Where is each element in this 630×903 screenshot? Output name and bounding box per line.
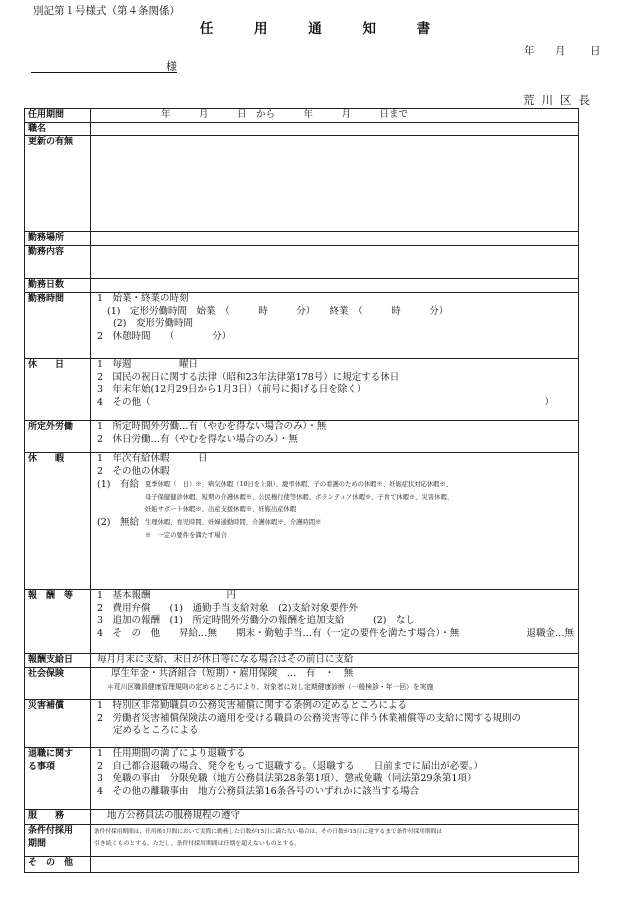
row-position: 職名 <box>25 122 579 136</box>
date-month: 月 <box>555 45 566 57</box>
row-duties: 勤務内容 <box>25 246 579 279</box>
issuer: 荒川区長 <box>523 93 597 107</box>
appointment-form-table <box>24 108 579 873</box>
row-service: 服 務 地方公務員法の服務規程の遵守 <box>25 810 579 825</box>
row-retire: 退職に関す る事項 1 任用期間の満了により退職する 2 自己都合退職の場合、発令をもって退職する。（退職する 日前までに届出が必要。） 3 免職の事由 分限免職（地方公務員法第28条第1項）、懲戒免職（同法第29条第1項） 4 その他の離職事由 地方公務員法第16条各号のいずれかに該当する場合 <box>25 748 579 810</box>
date-day: 日 <box>590 45 601 57</box>
form-number: 別記第１号様式（第４条関係） <box>33 5 180 17</box>
row-days: 勤務日数 <box>25 279 579 293</box>
addressee-line <box>31 58 177 73</box>
row-period: 任用期間 年 月 日 から 年 月 日まで <box>25 109 579 123</box>
date-year: 年 <box>524 45 535 57</box>
row-other: そ の 他 <box>25 857 579 873</box>
row-disaster: 災害補償 1 特別区非常勤職員の公務災害補償に関する条例の定めるところによる 2 労働者災害補償保険法の適用を受ける職員の公務災害等に伴う休業補償等の支給に関する規則の 定めるところによる <box>25 700 579 748</box>
row-pay: 報 酬 等 1 基本報酬 円 2 費用弁償 (1) 通勤手当支給対象 (2)支給対象要件外 3 追加の報酬 (1) 所定時間外労働分の報酬を追加支給 (2) なし 4 そ の 他 昇給…無 期末・勤勉手当…有（一定の要件を満たす場合）・無 退職金…無 <box>25 590 579 654</box>
row-insurance: 社会保険 厚生年金・共済組合（短期）・雇用保険 … 有 ・ 無 ＊荒川区職員健康管理規則の定めるところにより、対象者に対し定期健康診断（一般検診・年一回）を実施 <box>25 668 579 700</box>
row-payday: 報酬支給日 毎月月末に支給、末日が休日等になる場合はその前日に支給 <box>25 654 579 668</box>
document-title: 任 用 通 知 書 <box>199 21 431 37</box>
row-renewal: 更新の有無 <box>25 136 579 232</box>
addressee-suffix: 様 <box>166 60 177 73</box>
row-probation: 条件付採用 期間 条件付採用期間は、任用後1月間において実際に勤務した日数が15日に満たない場合は、その日数が15日に達するまで条件付採用期間は 引き続くものとする。ただし、条件付採用期間は任期を超えないものとする。 <box>25 825 579 857</box>
row-leave: 休 暇 1 年次有給休暇 日 2 その他の休暇 (1) 有給 夏季休暇（ 日）※、病気休暇（10日を上限）、慶弔休暇、子の看護のための休暇※、妊娠症状対応休暇※、 母子保健健診休暇、短期の介護休暇※、公民権行使等休暇、ボランティア休暇※、子育て休暇※、災害休暇、 妊娠サポート休暇※、出産支援休暇※、妊娠出産休暇 (2) 無給 生理休暇、育児時間、妊婦通勤時間、介護休暇※、介護時間※ ※ 一定の要件を満たす場合 <box>25 453 579 590</box>
row-overtime: 所定外労働 1 所定時間外労働…有（やむを得ない場合のみ）・無 2 休日労働…有（やむを得ない場合のみ）・無 <box>25 421 579 453</box>
row-holidays: 休 日 1 毎週 曜日 2 国民の祝日に関する法律（昭和23年法律第178号）に規定する休日 3 年末年始(12月29日から1月3日）（前号に掲げる日を除く） 4 その他（ ） <box>25 359 579 421</box>
row-workplace: 勤務場所 <box>25 232 579 246</box>
row-hours: 勤務時間 1 始業・終業の時刻 (1) 定形労働時間 始業 （ 時 分） 終業 （ 時 分） (2) 変形労働時間 2 休憩時間 （ 分） <box>25 293 579 359</box>
